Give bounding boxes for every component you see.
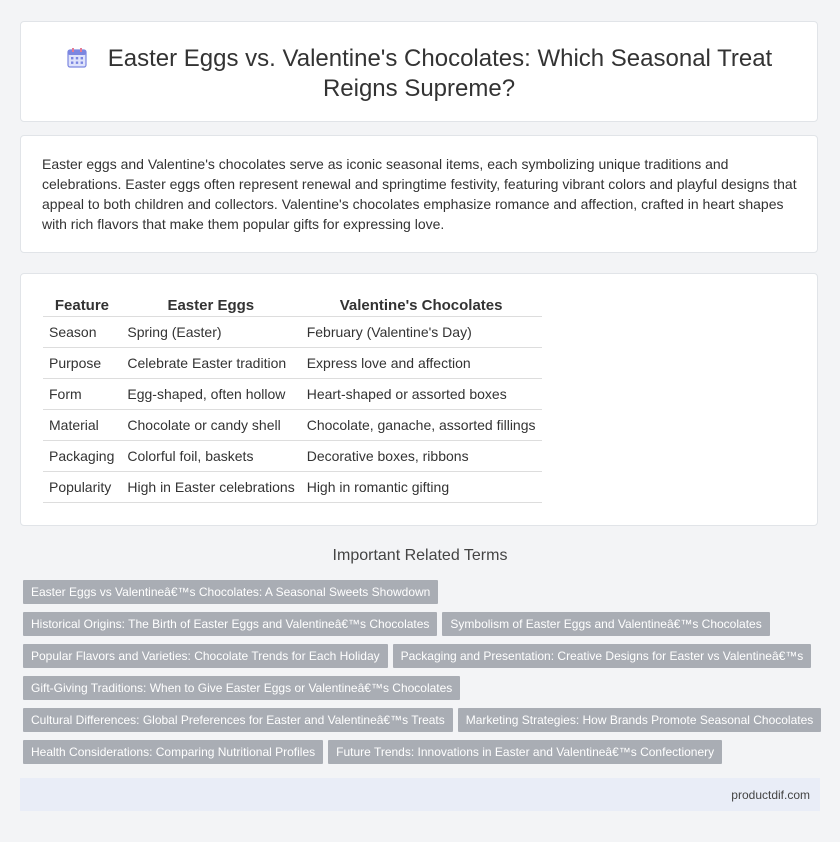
table-cell: Popularity <box>43 472 121 503</box>
table-cell: Form <box>43 379 121 410</box>
table-header: Valentine's Chocolates <box>301 294 542 317</box>
related-term-tag[interactable]: Easter Eggs vs Valentineâ€™s Chocolates: A Seasonal Sweets Showdown <box>23 580 438 604</box>
page-title <box>21 44 817 104</box>
table-cell: Chocolate, ganache, assorted fillings <box>301 410 542 441</box>
table-cell: High in Easter celebrations <box>121 472 301 503</box>
footer <box>20 778 820 811</box>
table-cell: Colorful foil, baskets <box>121 441 301 472</box>
table-cell: Celebrate Easter tradition <box>121 348 301 379</box>
comparison-card <box>20 273 818 526</box>
table-header-row <box>43 294 542 317</box>
related-term-tag[interactable]: Future Trends: Innovations in Easter and Valentineâ€™s Confectionery <box>328 740 722 764</box>
related-term-tag[interactable]: Gift-Giving Traditions: When to Give Easter Eggs or Valentineâ€™s Chocolates <box>23 676 460 700</box>
title-line-1: Easter Eggs vs. Valentine's Chocolates: Which Seasonal Treat <box>107 45 773 72</box>
table-row <box>43 472 542 503</box>
table-header: Easter Eggs <box>121 294 301 317</box>
related-term-tag[interactable]: Packaging and Presentation: Creative Designs for Easter vs Valentineâ€™s <box>393 644 812 668</box>
table-cell: Chocolate or candy shell <box>121 410 301 441</box>
related-term-tag[interactable]: Cultural Differences: Global Preferences for Easter and Valentineâ€™s Treats <box>23 708 453 732</box>
table-cell: Purpose <box>43 348 121 379</box>
table-cell: Heart-shaped or assorted boxes <box>301 379 542 410</box>
table-cell: Season <box>43 317 121 348</box>
related-terms-row <box>23 676 823 708</box>
table-row <box>43 317 542 348</box>
related-terms-row <box>23 612 823 644</box>
title-line-2: Reigns Supreme? <box>322 75 516 102</box>
table-cell: Material <box>43 410 121 441</box>
header-card <box>20 21 818 122</box>
table-cell: Decorative boxes, ribbons <box>301 441 542 472</box>
intro-card <box>20 135 818 253</box>
comparison-table <box>43 294 542 503</box>
calendar-icon <box>66 47 88 69</box>
table-cell: Packaging <box>43 441 121 472</box>
table-cell: High in romantic gifting <box>301 472 542 503</box>
table-row <box>43 441 542 472</box>
related-terms-row <box>23 580 823 612</box>
table-cell: Spring (Easter) <box>121 317 301 348</box>
related-terms-row <box>23 740 823 772</box>
related-terms-row <box>23 644 823 676</box>
table-row <box>43 379 542 410</box>
table-cell: Express love and affection <box>301 348 542 379</box>
related-term-tag[interactable]: Health Considerations: Comparing Nutritional Profiles <box>23 740 323 764</box>
related-terms-title: Important Related Terms <box>332 547 508 564</box>
footer-site: productdif.com <box>731 788 810 802</box>
related-term-tag[interactable]: Symbolism of Easter Eggs and Valentineâ€™s Chocolates <box>442 612 769 636</box>
related-term-tag[interactable]: Historical Origins: The Birth of Easter Eggs and Valentineâ€™s Chocolates <box>23 612 437 636</box>
table-cell: Egg-shaped, often hollow <box>121 379 301 410</box>
table-header: Feature <box>43 294 121 317</box>
table-row <box>43 410 542 441</box>
table-cell: February (Valentine's Day) <box>301 317 542 348</box>
intro-text: Easter eggs and Valentine's chocolates serve as iconic seasonal items, each symbolizing unique traditions and celebrations. Easter eggs often represent renewal and springtime festivity, featuring vibrant colors and playful designs that appeal to both children and collectors. Valentine's chocolates emphasize romance and affection, crafted in heart shapes with rich flavors that make them popular gifts for expressing love. <box>42 156 797 232</box>
related-term-tag[interactable]: Marketing Strategies: How Brands Promote Seasonal Chocolates <box>458 708 822 732</box>
related-terms-row <box>23 708 823 740</box>
related-term-tag[interactable]: Popular Flavors and Varieties: Chocolate Trends for Each Holiday <box>23 644 388 668</box>
table-row <box>43 348 542 379</box>
related-terms-list <box>23 580 823 772</box>
